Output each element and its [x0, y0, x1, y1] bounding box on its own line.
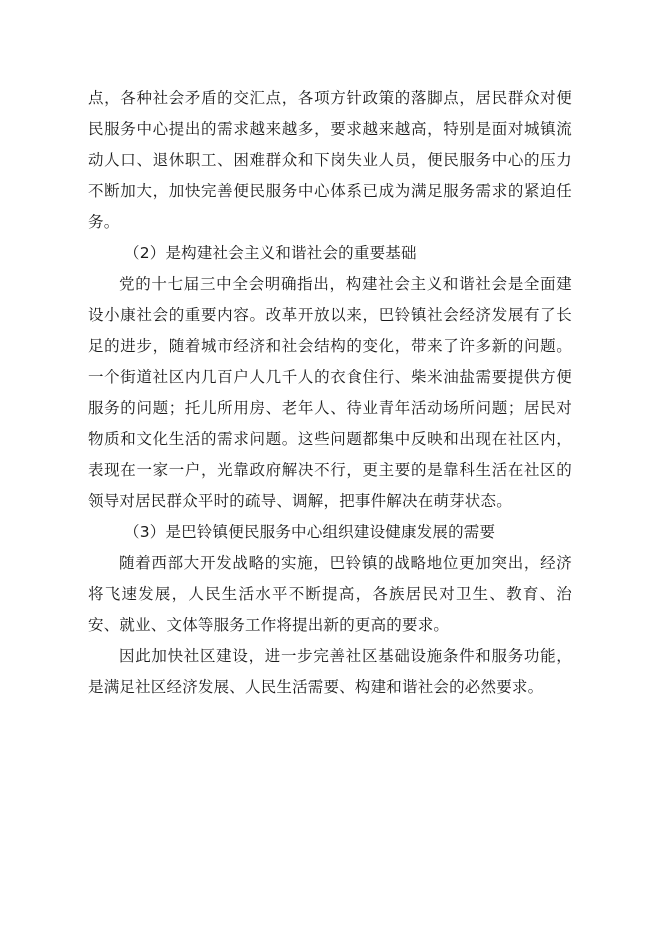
- paragraph-continuation: 点，各种社会矛盾的交汇点，各项方针政策的落脚点，居民群众对便民服务中心提出的需求越来越多，要求越来越高，特别是面对城镇流动人口、退休职工、困难群众和下岗失业人员，便民服务中心的压力不断加大，加快完善便民服务中心体系已成为满足服务需求的紧迫任务。: [88, 89, 572, 231]
- paragraph-western-development: 随着西部大开发战略的实施，巴铃镇的战略地位更加突出，经济将飞速发展，人民生活水平不断提高，各族居民对卫生、教育、治安、就业、文体等服务工作将提出新的更高的要求。: [88, 554, 572, 634]
- paragraph-conclusion: 因此加快社区建设，进一步完善社区基础设施条件和服务功能，是满足社区经济发展、人民生活需要、构建和谐社会的必然要求。: [88, 647, 572, 696]
- section-heading-2: （2）是构建社会主义和谐社会的重要基础: [124, 244, 417, 262]
- paragraph-harmonious-society: 党的十七届三中全会明确指出，构建社会主义和谐社会是全面建设小康社会的重要内容。改革开放以来，巴铃镇社会经济发展有了长足的进步，随着城市经济和社会结构的变化，带来了许多新的问题。一个街道社区内几百户人几千人的衣食住行、柴米油盐需要提供方便服务的问题；托儿所用房、老年人、待业青年活动场所问题；居民对物质和文化生活的需求问题。这些问题都集中反映和出现在社区内，表现在一家一户，光靠政府解决不行，更主要的是靠科生活在社区的领导对居民群众平时的疏导、调解，把事件解决在萌芽状态。: [88, 275, 572, 510]
- document-body: [88, 83, 572, 703]
- section-heading-3: （3）是巴铃镇便民服务中心组织建设健康发展的需要: [124, 523, 496, 541]
